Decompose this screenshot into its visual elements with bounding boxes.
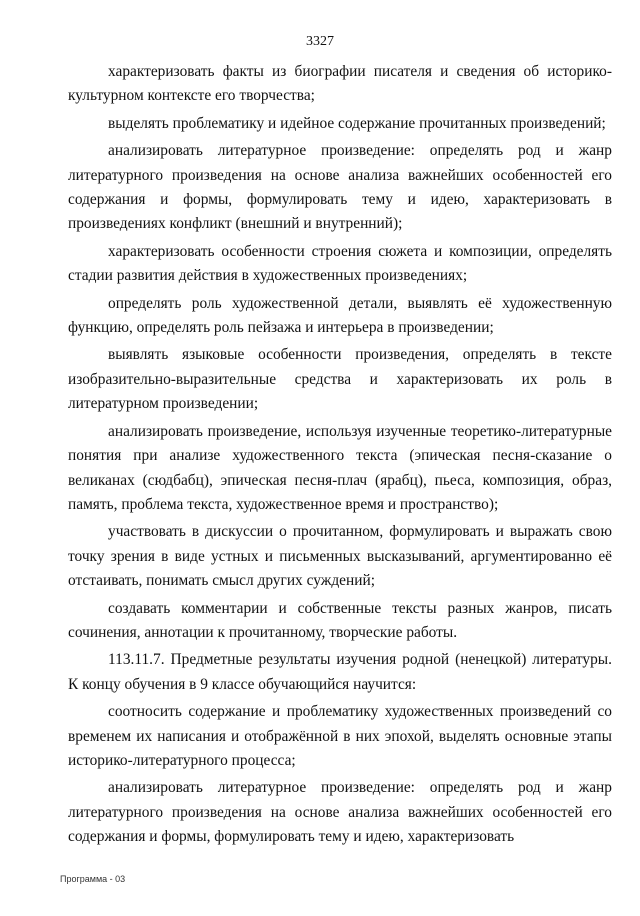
paragraph: выявлять языковые особенности произведения, определять в тексте изобразительно-выразительные средства и характеризовать их роль в литературном произведении; xyxy=(68,346,612,413)
paragraph: выделять проблематику и идейное содержание прочитанных произведений; xyxy=(108,114,606,132)
section-heading-paragraph: 113.11.7. Предметные результаты изучения родной (ненецкой) литературы. К концу обучения в 9 классе обучающийся научится: xyxy=(68,651,612,693)
page-number: 3327 xyxy=(306,34,334,49)
paragraph: соотносить содержание и проблематику художественных произведений со временем их написания и отображённой в них эпохой, выделять основные этапы историко-литературного процесса; xyxy=(68,703,612,769)
paragraph: анализировать литературное произведение: определять род и жанр литературного произведения на основе анализа важнейших особенностей его содержания и формы, формулировать тему и идею, характеризовать в произведениях конфликт (внешний и внутренний); xyxy=(68,142,612,233)
paragraph: определять роль художественной детали, выявлять её художественную функцию, определять роль пейзажа и интерьера в произведении; xyxy=(68,294,612,337)
paragraph: создавать комментарии и собственные тексты разных жанров, писать сочинения, аннотации к прочитанному, творческие работы. xyxy=(68,599,612,641)
paragraph: характеризовать факты из биографии писателя и сведения об историко-культурном контексте его творчества; xyxy=(68,63,612,105)
paragraph: участвовать в дискуссии о прочитанном, формулировать и выражать свою точку зрения в виде устных и письменных высказываний, аргументированно её отстаивать, понимать смысл других суждений; xyxy=(68,523,612,590)
paragraph: характеризовать особенности строения сюжета и композиции, определять стадии развития действия в художественных произведениях; xyxy=(68,242,612,285)
paragraph: анализировать литературное произведение: определять род и жанр литературного произведения на основе анализа важнейших особенностей его содержания и формы, формулировать тему и идею, характеризовать xyxy=(68,779,612,846)
document-body xyxy=(68,60,612,853)
paragraph: анализировать произведение, используя изученные теоретико-литературные понятия при анализе художественного текста (эпическая песня-сказание о великанах (сюдбабц), эпическая песня-плач (ярабц), пьеса, композиция, образ, память, проблема текста, художественное время и пространство); xyxy=(68,422,612,513)
footer-label: Программа - 03 xyxy=(60,874,126,884)
